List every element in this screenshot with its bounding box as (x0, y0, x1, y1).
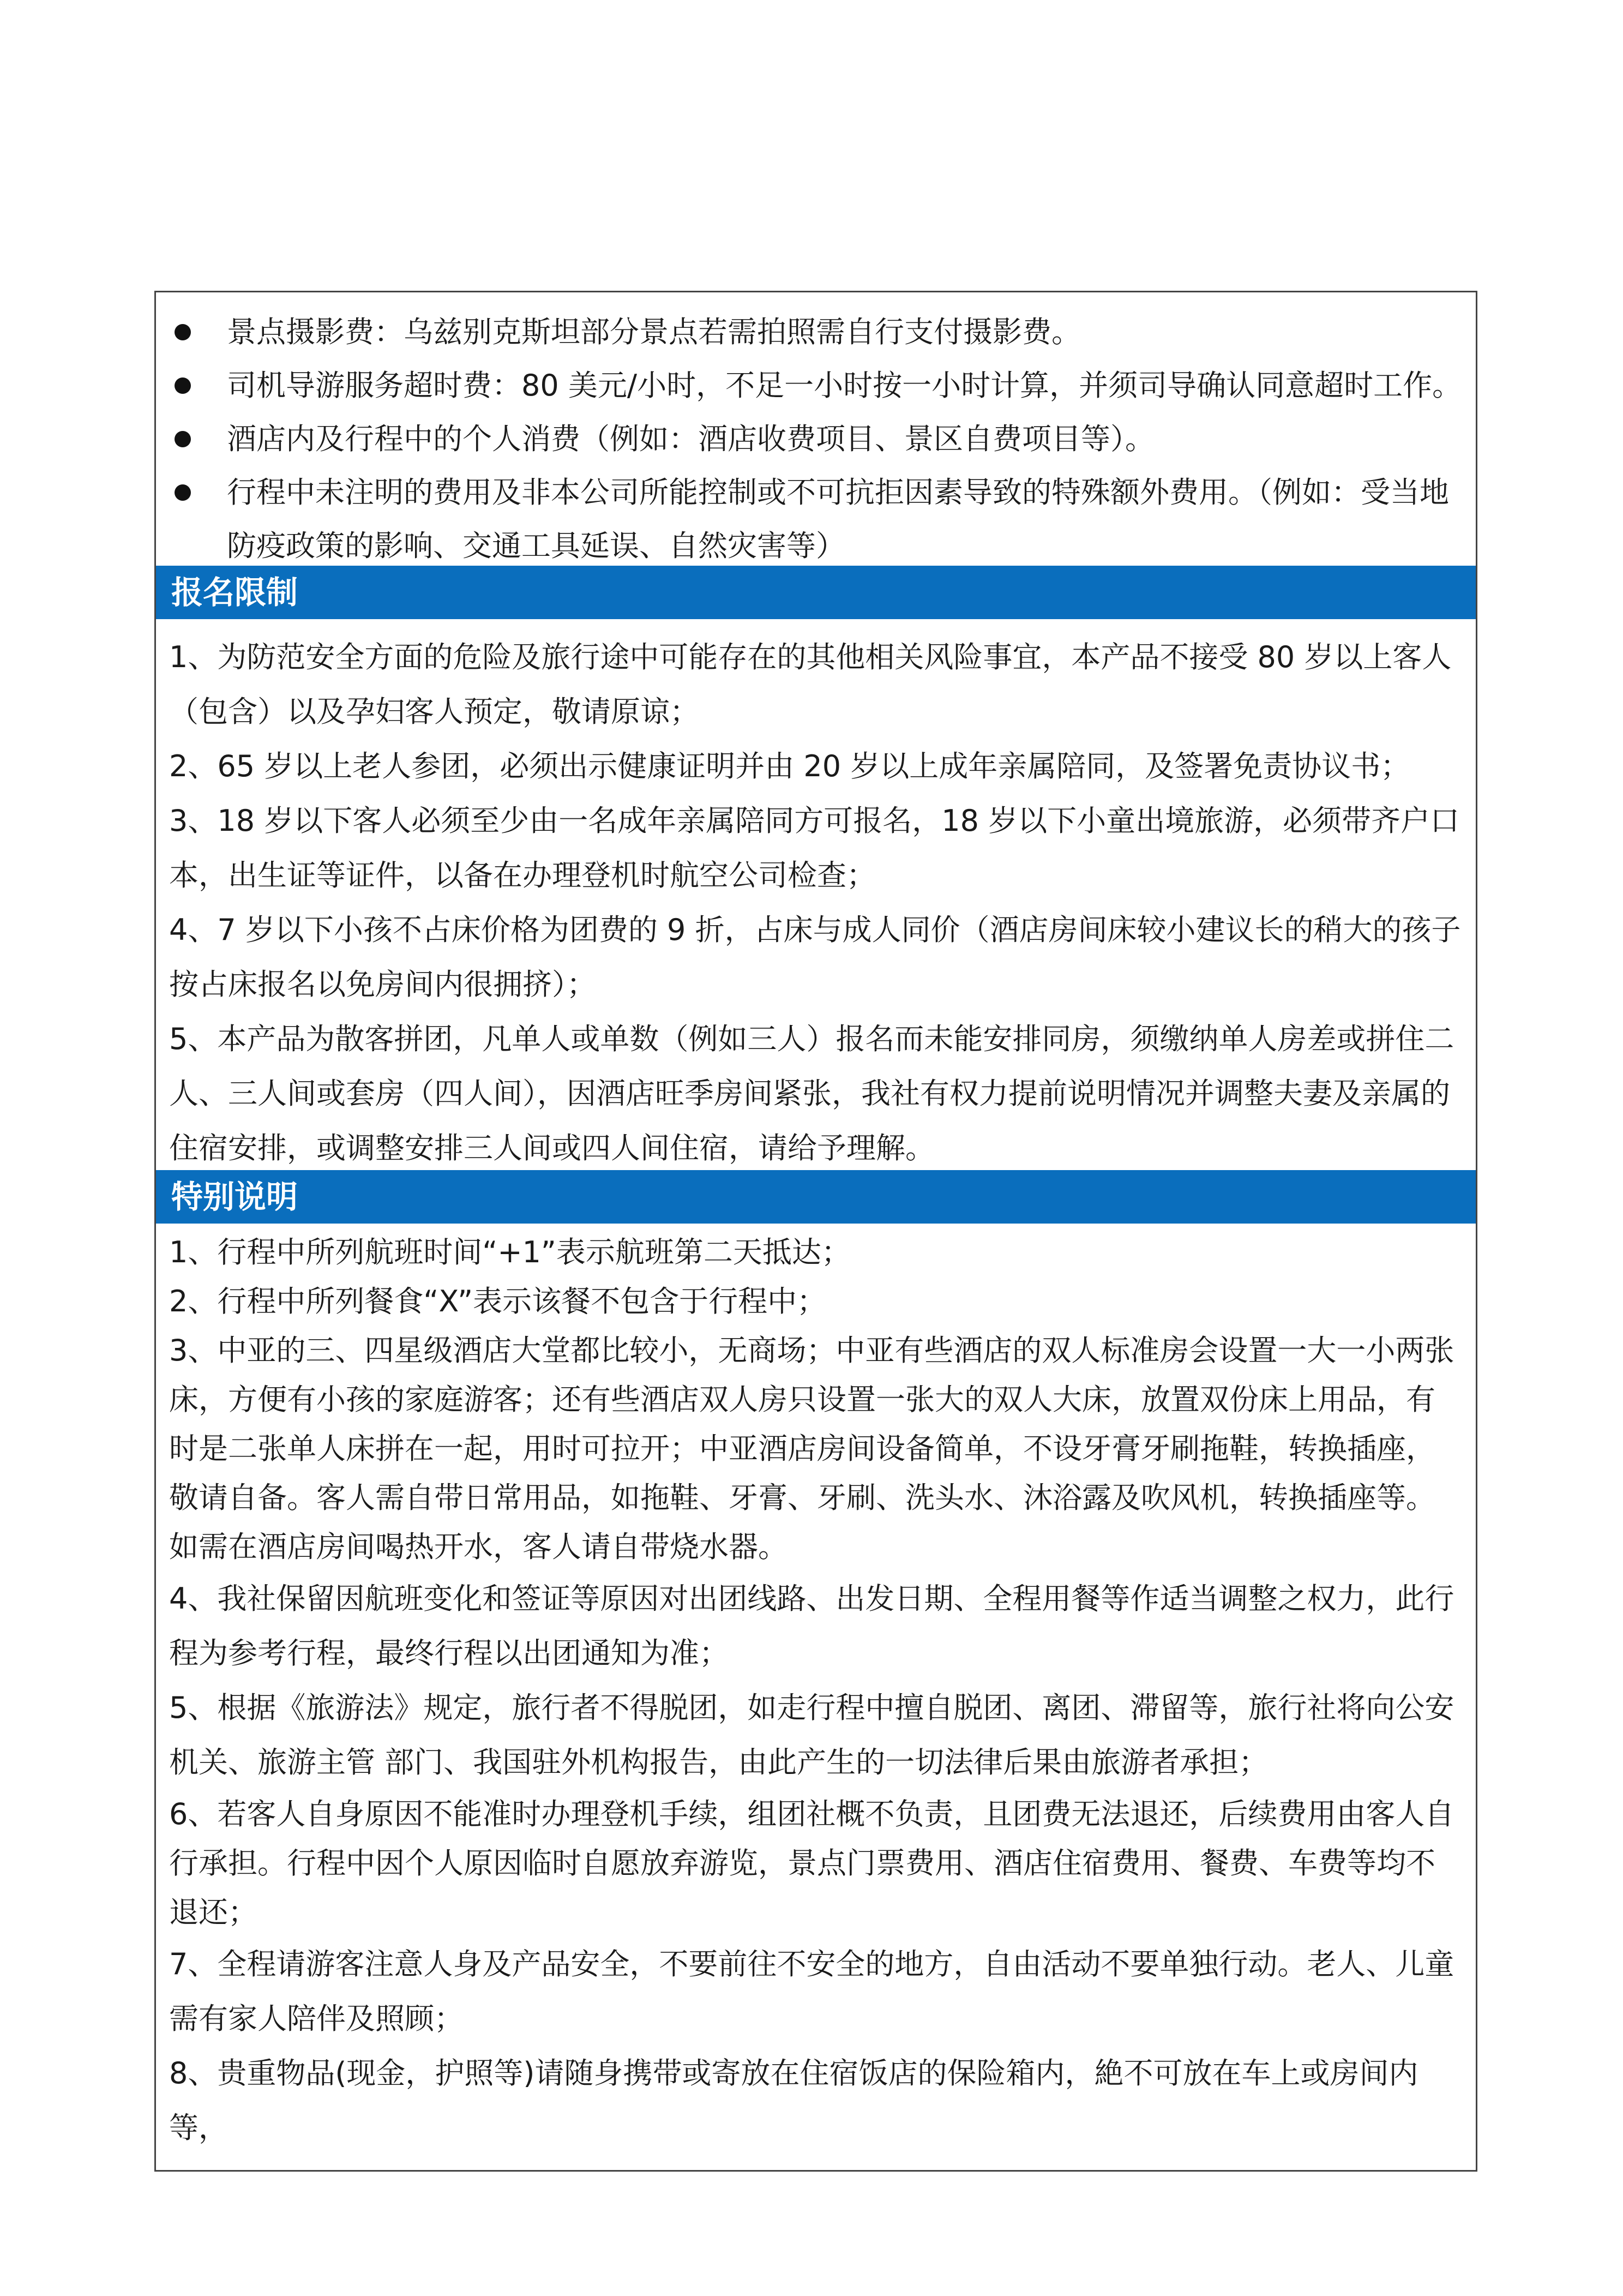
paragraph: 1、为防范安全方面的危险及旅行途中可能存在的其他相关风险事宜，本产品不接受 80 岁以上客人（包含）以及孕妇客人预定，敬请原谅； (169, 640, 1452, 729)
bullet-icon (175, 377, 191, 394)
list-item (156, 305, 1476, 359)
list-item-text: 行程中未注明的费用及非本公司所能控制或不可抗拒因素导致的特殊额外费用。（例如：受当地防疫政策的影响、交通工具延误、自然灾害等） (227, 475, 1449, 563)
paragraph: 5、根据《旅游法》规定，旅行者不得脱团，如走行程中擅自脱团、离团、滞留等，旅行社将向公安机关、旅游主管 部门、我国驻外机构报告，由此产生的一切法律后果由旅游者承担； (169, 1690, 1454, 1779)
paragraph: 4、我社保留因航班变化和签证等原因对出团线路、出发日期、全程用餐等作适当调整之权力，此行程为参考行程，最终行程以出团通知为准； (169, 1581, 1454, 1670)
paragraph: 8、贵重物品(现金，护照等)请随身携带或寄放在住宿饭店的保险箱内，絶不可放在车上或房间内等， (169, 2056, 1418, 2145)
bullet-icon (175, 431, 191, 447)
list-item-text: 景点摄影费：乌兹别克斯坦部分景点若需拍照需自行支付摄影费。 (227, 315, 1081, 349)
paragraph: 6、若客人自身原因不能准时办理登机手续，组团社概不负责，且团费无法退还，后续费用由客人自行承担。行程中因个人原因临时自愿放弃游览，景点门票费用、酒店住宿费用、餐费、车费等均不退还； (169, 1797, 1454, 1929)
paragraph: 2、65 岁以上老人参团，必须出示健康证明并由 20 岁以上成年亲属陪同，及签署免责协议书； (169, 749, 1410, 783)
paragraph: 3、18 岁以下客人必须至少由一名成年亲属陪同方可报名，18 岁以下小童出境旅游，必须带齐户口本，出生证等证件，以备在办理登机时航空公司检查； (169, 804, 1460, 892)
list-item (156, 412, 1476, 466)
special-notes-body (156, 1224, 1476, 2155)
signup-restrictions-body (156, 619, 1476, 1170)
bullet-icon (175, 324, 191, 340)
special-notes-header: 特别说明 (156, 1170, 1476, 1224)
paragraph: 1、行程中所列航班时间“+1”表示航班第二天抵达； (169, 1235, 851, 1269)
list-item-text: 酒店内及行程中的个人消费（例如：酒店收费项目、景区自费项目等）。 (227, 422, 1155, 456)
list-item (156, 466, 1476, 573)
bullet-icon (175, 484, 191, 501)
list-item-text: 司机导游服务超时费：80 美元/小时，不足一小时按一小时计算，并须司导确认同意超时工作。 (227, 368, 1462, 403)
list-item (156, 359, 1476, 412)
paragraph: 4、7 岁以下小孩不占床价格为团费的 9 折，占床与成人同价（酒店房间床较小建议长的稍大的孩子按占床报名以免房间内很拥挤）； (169, 913, 1461, 1002)
document-table (154, 291, 1477, 2172)
signup-restrictions-header: 报名限制 (156, 566, 1476, 619)
paragraph: 7、全程请游客注意人身及产品安全，不要前往不安全的地方，自由活动不要单独行动。老人、儿童需有家人陪伴及照顾； (169, 1947, 1454, 2036)
paragraph: 5、本产品为散客拼团，凡单人或单数（例如三人）报名而未能安排同房，须缴纳单人房差或拼住二人、三人间或套房（四人间），因酒店旺季房间紧张，我社有权力提前说明情况并调整夫妻及亲属的住宿安排，或调整安排三人间或四人间住宿，请给予理解。 (169, 1022, 1454, 1165)
paragraph: 2、行程中所列餐食“X”表示该餐不包含于行程中； (169, 1284, 827, 1318)
excluded-fees-list (156, 292, 1476, 566)
paragraph: 3、中亚的三、四星级酒店大堂都比较小，无商场；中亚有些酒店的双人标准房会设置一大一小两张床，方便有小孩的家庭游客；还有些酒店双人房只设置一张大的双人大床，放置双份床上用品，有时是二张单人床拼在一起，用时可拉开；中亚酒店房间设备简单，不设牙膏牙刷拖鞋，转换插座，敬请自备。客人需自带日常用品，如拖鞋、牙膏、牙刷、洗头水、沐浴露及吹风机，转换插座等。如需在酒店房间喝热开水，客人请自带烧水器。 (169, 1333, 1454, 1564)
